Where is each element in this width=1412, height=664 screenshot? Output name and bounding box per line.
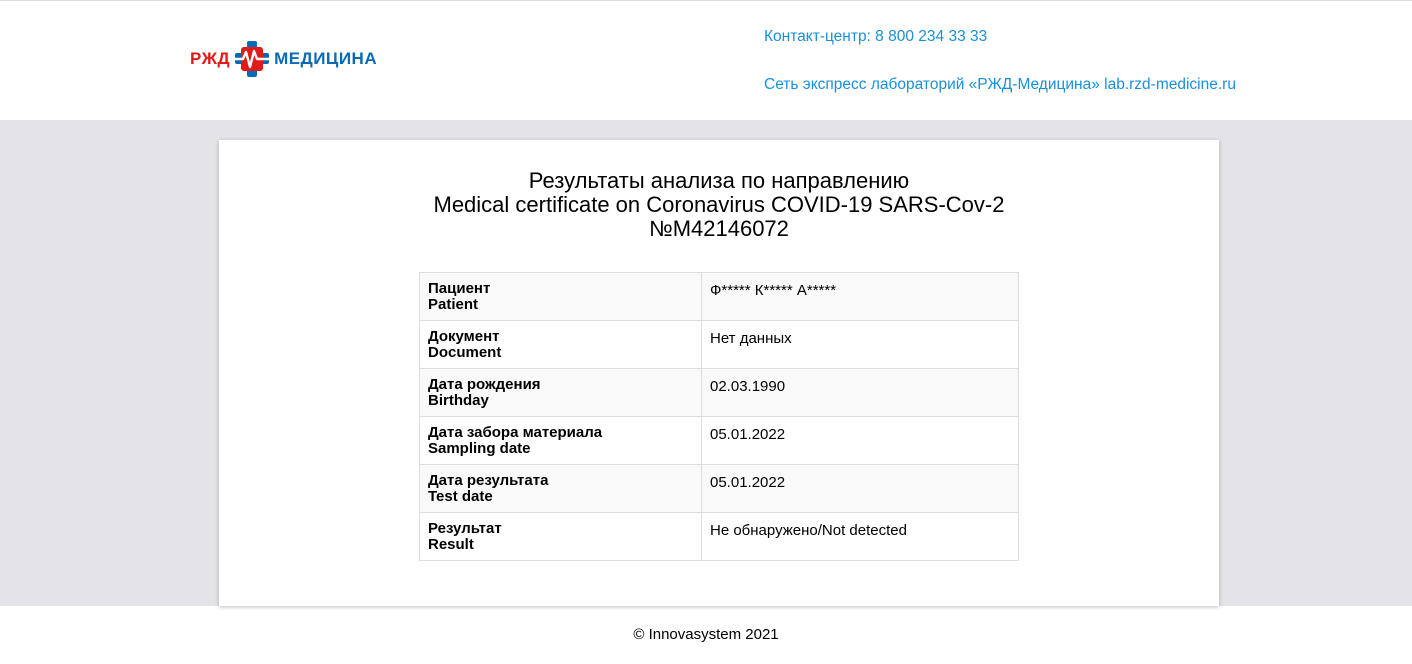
row-label xyxy=(420,513,702,561)
row-label xyxy=(420,321,702,369)
row-label xyxy=(420,417,702,465)
table-row xyxy=(420,513,1019,561)
certificate-card xyxy=(219,140,1219,606)
label-ru: Дата рождения xyxy=(428,376,541,393)
document-value: Нет данных xyxy=(702,321,1019,369)
logo-medicine-text: МЕДИЦИНА xyxy=(274,49,378,68)
row-label xyxy=(420,369,702,417)
label-en: Sampling date xyxy=(428,440,531,457)
label-ru: Документ xyxy=(428,328,500,345)
patient-value: Ф***** К***** А***** xyxy=(702,273,1019,321)
label-en: Document xyxy=(428,344,502,361)
label-en: Test date xyxy=(428,488,493,505)
birthday-value: 02.03.1990 xyxy=(702,369,1019,417)
table-row xyxy=(420,417,1019,465)
result-value: Не обнаружено/Not detected xyxy=(702,513,1019,561)
label-en: Patient xyxy=(428,296,479,313)
sampling-date-value: 05.01.2022 xyxy=(702,417,1019,465)
row-label xyxy=(420,273,702,321)
label-ru: Дата результата xyxy=(428,472,549,489)
title-english: Medical certificate on Coronavirus COVID-19 SARS-Cov-2 xyxy=(433,192,1005,217)
medical-cross-pulse-icon xyxy=(232,38,272,80)
table-row xyxy=(420,369,1019,417)
title-russian: Результаты анализа по направлению xyxy=(528,168,910,193)
certificate-title xyxy=(219,169,1219,241)
rzd-medicine-logo[interactable] xyxy=(190,37,377,81)
results-table xyxy=(419,272,1019,561)
logo-rzd-text: РЖД xyxy=(190,49,231,68)
certificate-number: №M42146072 xyxy=(649,216,789,241)
row-label xyxy=(420,465,702,513)
site-header xyxy=(0,1,1412,120)
label-en: Result xyxy=(428,536,474,553)
contact-center-link[interactable]: Контакт-центр: 8 800 234 33 33 xyxy=(764,28,988,45)
table-row xyxy=(420,321,1019,369)
label-ru: Результат xyxy=(428,520,502,537)
labs-network-link[interactable]: Сеть экспресс лабораторий «РЖД-Медицина» lab.rzd-medicine.ru xyxy=(764,76,1236,93)
label-en: Birthday xyxy=(428,392,489,409)
table-row xyxy=(420,465,1019,513)
label-ru: Дата забора материала xyxy=(428,424,603,441)
test-date-value: 05.01.2022 xyxy=(702,465,1019,513)
label-ru: Пациент xyxy=(428,280,491,297)
table-row xyxy=(420,273,1019,321)
footer-copyright: © Innovasystem 2021 xyxy=(633,626,779,643)
